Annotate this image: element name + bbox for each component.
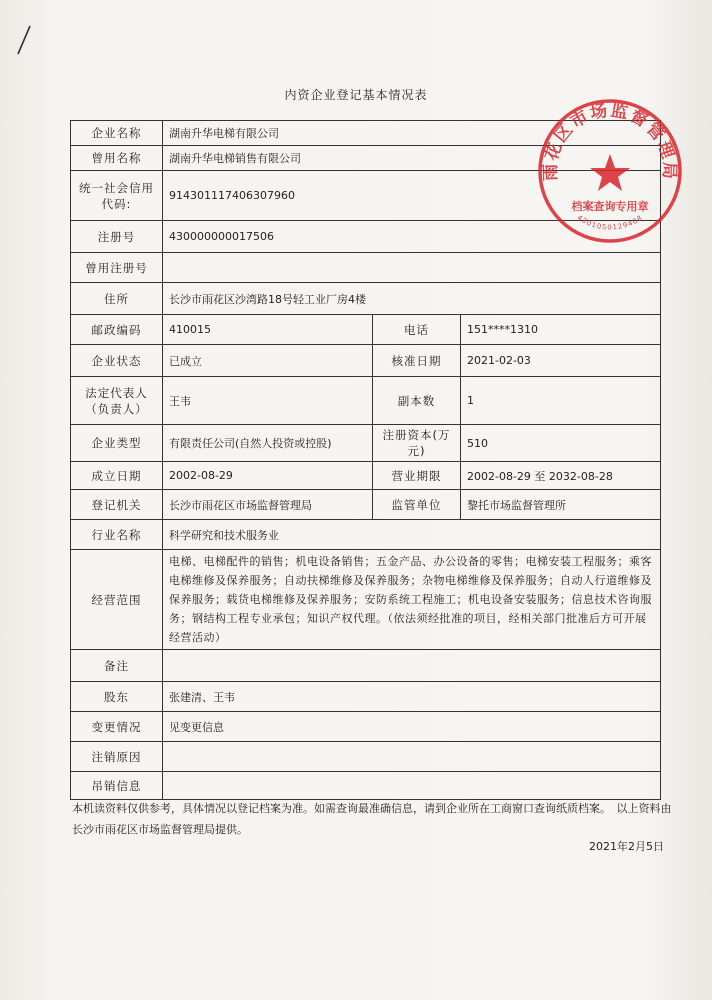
value-revoke-info [163,772,661,800]
row-cancel-reason [71,742,661,772]
row-changes [71,712,661,742]
value-supervisor: 黎托市场监督管理所 [461,490,661,520]
seal-code-text: 4301050129408 [575,213,645,232]
row-former-reg-no [71,253,661,283]
value-status: 已成立 [163,345,373,377]
row-shareholders [71,682,661,712]
label-remarks: 备注 [71,650,163,682]
label-scope: 经营范围 [71,550,163,650]
value-type: 有限责任公司(自然人投资或控股) [163,425,373,462]
label-former-name: 曾用名称 [71,146,163,171]
row-type [71,425,661,462]
value-copies: 1 [461,377,661,425]
value-phone: 151****1310 [461,315,661,345]
seal-ring-text: 雨花区市场监督管理局 [540,100,680,182]
page-title: 内资企业登记基本情况表 [284,88,428,102]
label-address: 住所 [71,283,163,315]
label-changes: 变更情况 [71,712,163,742]
official-seal-icon [535,96,685,246]
label-cancel-reason: 注销原因 [71,742,163,772]
label-capital: 注册资本(万元) [373,425,461,462]
row-postcode [71,315,661,345]
value-former-name: 湖南升华电梯销售有限公司 [163,146,661,171]
pen-mark-icon [8,22,48,62]
label-company-name: 企业名称 [71,121,163,146]
label-copies: 副本数 [373,377,461,425]
value-cancel-reason [163,742,661,772]
label-revoke-info: 吊销信息 [71,772,163,800]
value-established: 2002-08-29 [163,462,373,490]
value-reg-authority: 长沙市雨花区市场监督管理局 [163,490,373,520]
label-postcode: 邮政编码 [71,315,163,345]
label-reg-authority: 登记机关 [71,490,163,520]
seal-star-icon [590,154,630,191]
value-postcode: 410015 [163,315,373,345]
value-credit-code: 914301117406307960 [163,171,661,221]
value-term: 2002-08-29 至 2032-08-28 [461,462,661,490]
label-phone: 电话 [373,315,461,345]
value-legal-rep: 王韦 [163,377,373,425]
label-status: 企业状态 [71,345,163,377]
seal-center-text: 档案查询专用章 [571,200,649,213]
label-reg-no: 注册号 [71,221,163,253]
label-term: 营业期限 [373,462,461,490]
row-established [71,462,661,490]
label-credit-code: 统一社会信用代码: [71,171,163,221]
label-supervisor: 监管单位 [373,490,461,520]
value-reg-no: 430000000017506 [163,221,661,253]
label-shareholders: 股东 [71,682,163,712]
label-approval-date: 核准日期 [373,345,461,377]
label-legal-rep: 法定代表人（负责人） [71,377,163,425]
row-industry [71,520,661,550]
value-former-reg-no [163,253,661,283]
row-address [71,283,661,315]
footer-note: 本机读资料仅供参考，具体情况以登记档案为准。如需查询最准确信息，请到企业所在工商窗口查询纸质档案。 以上资料由长沙市雨花区市场监督管理局提供。 [72,802,672,836]
row-status [71,345,661,377]
value-changes: 见变更信息 [163,712,661,742]
label-industry: 行业名称 [71,520,163,550]
row-legal-rep [71,377,661,425]
label-established: 成立日期 [71,462,163,490]
row-reg-authority [71,490,661,520]
value-shareholders: 张建清、王韦 [163,682,661,712]
label-former-reg-no: 曾用注册号 [71,253,163,283]
row-revoke-info [71,772,661,800]
row-remarks [71,650,661,682]
value-remarks [163,650,661,682]
value-approval-date: 2021-02-03 [461,345,661,377]
value-capital: 510 [461,425,661,462]
row-scope [71,550,661,650]
value-address: 长沙市雨花区沙湾路18号轻工业厂房4楼 [163,283,661,315]
value-company-name: 湖南升华电梯有限公司 [163,121,661,146]
label-type: 企业类型 [71,425,163,462]
value-industry: 科学研究和技术服务业 [163,520,661,550]
footer-date: 2021年2月5日 [589,840,664,853]
value-scope: 电梯、电梯配件的销售；机电设备销售；五金产品、办公设备的零售；电梯安装工程服务；乘客电梯维修及保养服务；自动扶梯维修及保养服务；杂物电梯维修及保养服务；自动人行道维修及保养服务；载货电梯维修及保养服务；安防系统工程施工；机电设备安装服务；信息技术咨询服务；钢结构工程专业承包；知识产权代理。（依法须经批准的项目，经相关部门批准后方可开展经营活动） [163,550,661,650]
